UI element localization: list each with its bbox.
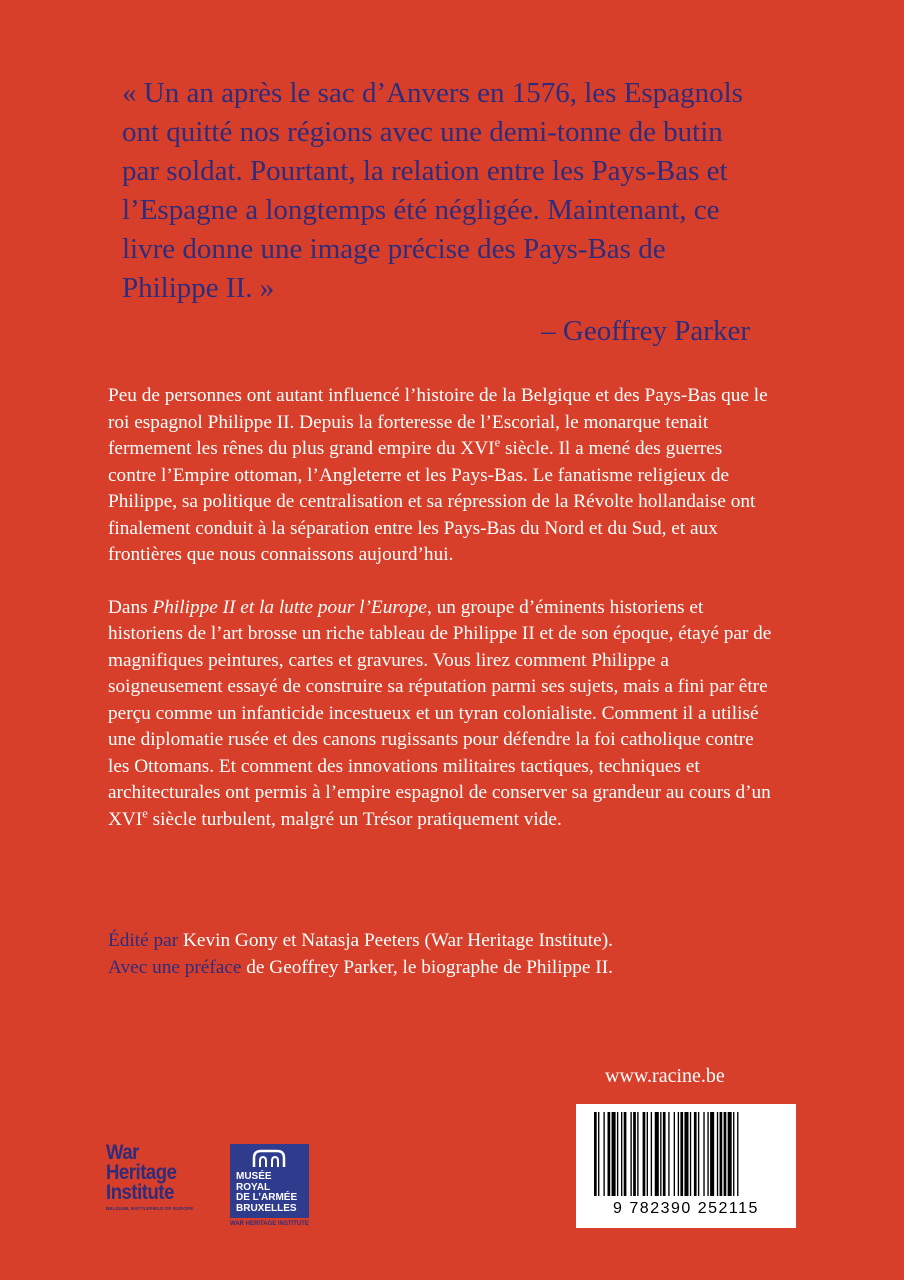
quote-attribution: – Geoffrey Parker	[541, 315, 750, 347]
p1-text-a: Peu de personnes ont autant influencé l’histoire de la Belgique et des Pays-Bas que le roi espagnol Philippe II. Depuis la forteresse de l’Escorial, le monarque tenait fermement les rênes du plus grand empire du XVI	[108, 385, 768, 459]
whi-tagline: BELGIUM, BATTLEFIELD OF EUROPE	[106, 1206, 194, 1211]
preface-label: Avec une préface	[108, 956, 242, 978]
blurb	[108, 383, 774, 859]
p2-text-b: siècle turbulent, malgré un Trésor pratiquement vide.	[147, 808, 562, 830]
museum-name-line-2: DE L’ARMÉE	[236, 1192, 298, 1203]
blurb-paragraph-2	[108, 595, 774, 834]
editor-names: Kevin Gony et Natasja Peeters (War Heritage Institute).	[178, 930, 613, 951]
blurb-paragraph-1	[108, 383, 774, 569]
museum-subtitle: WAR HERITAGE INSTITUTE	[230, 1221, 309, 1227]
pull-quote	[122, 74, 762, 351]
editors-line	[108, 928, 788, 955]
museum-name-line-1: MUSÉE ROYAL	[236, 1171, 272, 1193]
p2-text-a: , un groupe d’éminents historiens et historiens de l’art brosse un riche tableau de Philippe II et de son époque, étayé par de magnifiques peintures, cartes et gravures. Vous lirez comment Philippe a soigneusement essayé de construire sa réputation parmi ses sujets, mais a fini par être perçu comme un infanticide incestueux et un tyran colonialiste. Comment il a utilisé une diplomatie rusée et des canons rugissants pour défendre la foi catholique contre les Ottomans. Et comment des innovations militaires tactiques, techniques et architecturales ont permis à l’empire espagnol de conserver sa grandeur au cours d’un XVI	[108, 596, 772, 830]
credits	[108, 928, 788, 981]
p2-century-sup: e	[142, 805, 148, 820]
book-title: Philippe II et la lutte pour l’Europe	[152, 596, 427, 618]
whi-logo-line-3: Institute	[106, 1181, 174, 1204]
preface-text: de Geoffrey Parker, le biographe de Philippe II.	[241, 956, 613, 978]
museum-arches-icon	[252, 1149, 286, 1169]
barcode-bars	[594, 1112, 778, 1198]
preface-line	[108, 955, 788, 982]
war-heritage-institute-logo	[106, 1143, 224, 1229]
publisher-website: www.racine.be	[605, 1065, 725, 1087]
isbn-number: 9 782390 252115	[613, 1200, 759, 1217]
p2-lead: Dans	[108, 596, 153, 618]
museum-name-line-3: BRUXELLES	[236, 1202, 297, 1214]
whi-logo-line-2: Heritage	[106, 1161, 177, 1184]
p1-century-sup: e	[494, 435, 501, 450]
quote-text: « Un an après le sac d’Anvers en 1576, les Espagnols ont quitté nos régions avec une demi-tonne de butin par soldat. Pourtant, la relation entre les Pays-Bas et l’Espagne a longtemps été négligée. Maintenant, ce livre donne une image précise des Pays-Bas de Philippe II. »	[122, 77, 743, 304]
royal-army-museum-logo	[230, 1144, 309, 1218]
edited-label: Édité par	[108, 930, 179, 951]
p1-text-b: siècle. Il a mené des guerres contre l’Empire ottoman, l’Angleterre et les Pays-Bas. Le fanatisme religieux de Philippe, sa politique de centralisation et sa répression de la Révolte hollandaise ont finalement conduit à la séparation entre les Pays-Bas du Nord et du Sud, et aux frontières que nous connaissons aujourd’hui.	[108, 438, 756, 565]
whi-logo-line-1: War	[106, 1141, 139, 1164]
isbn-barcode	[576, 1104, 796, 1228]
